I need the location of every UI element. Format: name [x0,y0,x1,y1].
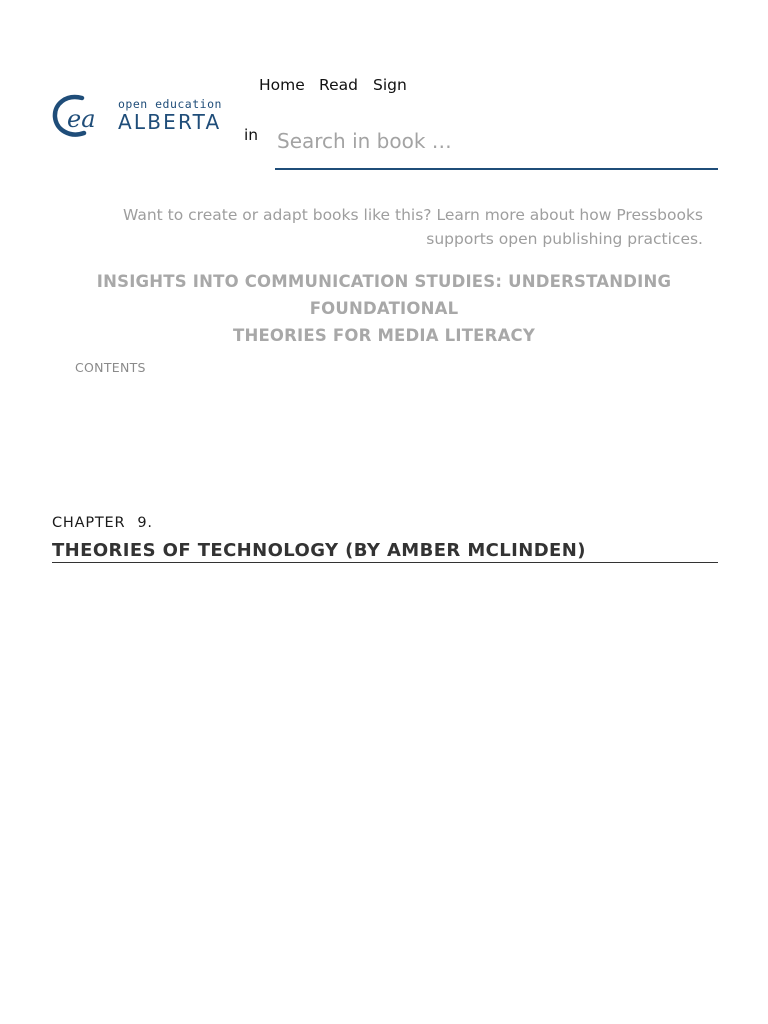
chapter-word: CHAPTER [52,515,126,531]
nav-sign-in-link[interactable]: Sign [373,76,407,94]
book-title-line-2: THEORIES FOR MEDIA LITERACY [232,326,535,345]
chapter-number-label [52,515,165,531]
book-title-line-1: INSIGHTS INTO COMMUNICATION STUDIES: UNDERSTANDING FOUNDATIONAL [96,272,672,318]
nav-sign-in-link-continued[interactable]: in [244,126,259,144]
pressbooks-promo-link[interactable] [123,206,703,248]
book-title-link[interactable] [30,268,738,349]
promo-line-2: supports open publishing practices. [426,230,703,248]
chapter-number: 9. [137,515,153,531]
pressbooks-promo [100,203,703,251]
chapter-title: THEORIES OF TECHNOLOGY (BY AMBER MCLINDEN) [52,540,718,563]
nav-read-link[interactable]: Read [319,76,358,94]
nav-home-link[interactable]: Home [259,76,305,94]
logo-wordmark: ALBERTA [118,110,222,134]
search-input[interactable] [275,114,718,170]
promo-line-1: Want to create or adapt books like this? Learn more about how Pressbooks [123,206,703,224]
oea-logo-icon [52,92,108,140]
open-education-alberta-logo[interactable] [52,90,244,140]
logo-tagline: open education [118,97,222,111]
contents-toggle-button[interactable]: CONTENTS [75,360,146,375]
svg-text:ea: ea [67,105,96,133]
